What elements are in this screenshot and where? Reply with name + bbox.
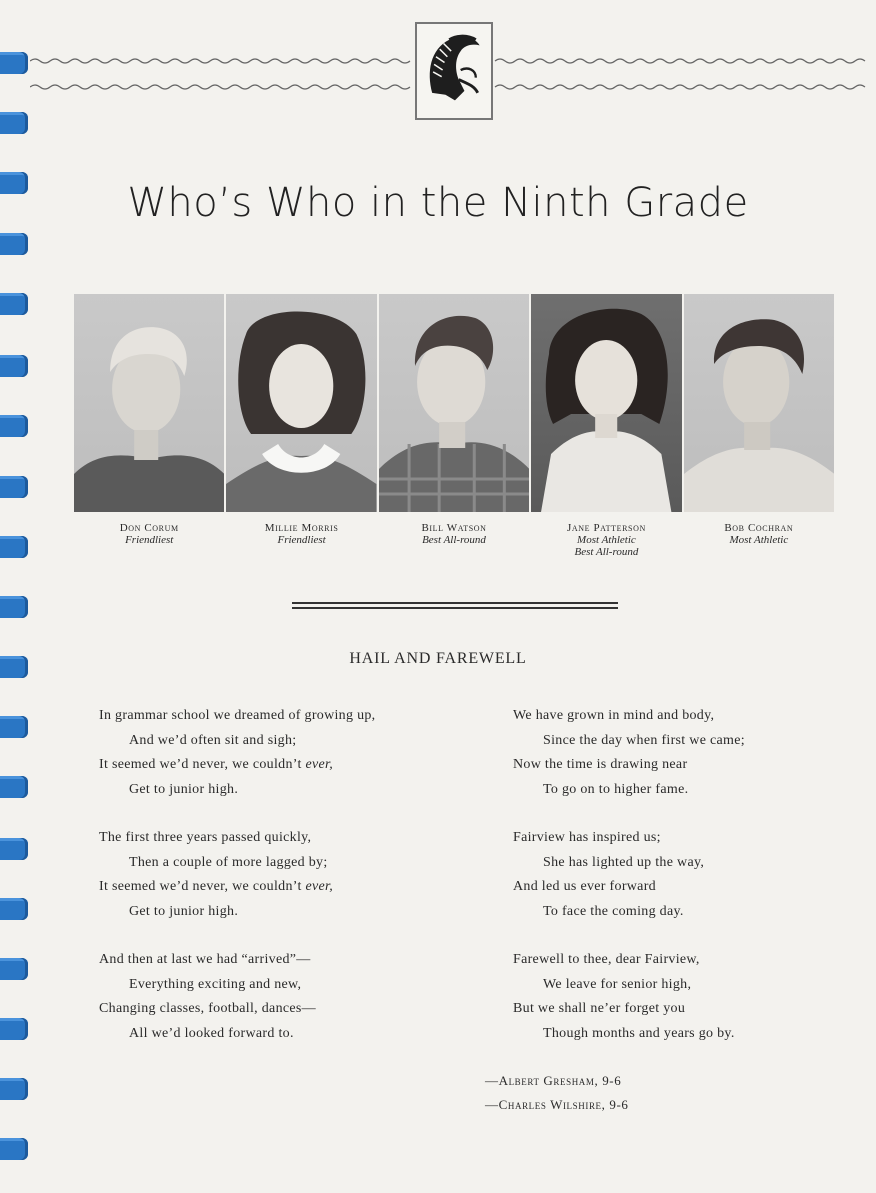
student-caption: [74, 522, 224, 558]
student-caption: [379, 522, 529, 558]
binding-coil: [0, 898, 28, 920]
binding-coil: [0, 1018, 28, 1040]
student-name: Bill Watson: [421, 522, 487, 534]
poem-stanza: [99, 704, 376, 802]
binding-coil: [0, 536, 28, 558]
section-divider: [292, 607, 618, 609]
portrait-photo: [226, 294, 376, 512]
poem-line-emphasis: ever,: [305, 757, 334, 772]
student-caption: [531, 522, 681, 558]
portrait-photo: [74, 294, 224, 512]
poem-line: We have grown in mind and body,: [513, 708, 715, 723]
binding-coil: [0, 1078, 28, 1100]
binding-coil: [0, 293, 28, 315]
poem-line: Then a couple of more lagged by;: [129, 854, 328, 870]
poem-title: HAIL AND FAREWELL: [349, 650, 527, 667]
student-caption: [684, 522, 834, 558]
student-caption: [226, 522, 376, 558]
poem-line: We leave for senior high,: [543, 976, 692, 992]
poem-stanza: [99, 948, 316, 1046]
student-award: Friendliest: [125, 534, 174, 546]
poem-line-text: It seemed we’d never, we couldn’t: [99, 757, 306, 772]
poem-line: Though months and years go by.: [543, 1025, 735, 1041]
student-name: Bob Cochran: [724, 522, 794, 534]
poem-line: In grammar school we dreamed of growing up,: [99, 708, 376, 723]
binding-coil: [0, 596, 28, 618]
poem-line: She has lighted up the way,: [543, 854, 705, 870]
student-name: Millie Morris: [264, 522, 339, 534]
binding-coil: [0, 716, 28, 738]
page-title: Who’s Who in the Ninth Grade: [127, 180, 749, 226]
poem-line-emphasis: ever,: [305, 879, 334, 894]
poem-line: To face the coming day.: [543, 903, 684, 919]
poem-line: The first three years passed quickly,: [99, 830, 312, 845]
poem-line: Get to junior high.: [129, 903, 239, 919]
poem-line: Get to junior high.: [129, 781, 239, 797]
student-award: Best All-round: [422, 534, 486, 546]
binding-coil: [0, 838, 28, 860]
portrait-strip: [74, 294, 834, 512]
poem-line: And we’d often sit and sigh;: [129, 732, 297, 748]
portrait-photo: [531, 294, 681, 512]
poem-line-text: It seemed we’d never, we couldn’t: [99, 879, 306, 894]
portrait-photo: [379, 294, 529, 512]
poem-line: But we shall ne’er forget you: [513, 1001, 686, 1016]
poem-stanza: [513, 826, 704, 924]
student-name: Don Corum: [119, 522, 179, 534]
poem-author: —Albert Gresham, 9-6: [485, 1073, 622, 1088]
student-award: Most Athletic: [729, 534, 789, 546]
binding-coil: [0, 415, 28, 437]
poem-stanza: [513, 704, 745, 802]
poem-line: Everything exciting and new,: [129, 976, 302, 992]
binding-coil: [0, 233, 28, 255]
portrait-photo: [684, 294, 834, 512]
spiral-binding: [0, 0, 40, 1193]
student-name: Jane Patterson: [566, 522, 646, 534]
poem-stanza: [99, 826, 333, 924]
binding-coil: [0, 776, 28, 798]
poem-line: And led us ever forward: [513, 879, 656, 894]
school-emblem: [415, 22, 493, 120]
poem-line: [99, 753, 376, 778]
poem-line: Fairview has inspired us;: [513, 830, 661, 845]
student-award: Friendliest: [277, 534, 326, 546]
poem-line: To go on to higher fame.: [543, 781, 689, 797]
binding-coil: [0, 1138, 28, 1160]
poem-line: [99, 875, 333, 900]
poem-line: Since the day when first we came;: [543, 732, 745, 748]
binding-coil: [0, 52, 28, 74]
poem-line: Changing classes, football, dances—: [99, 1001, 316, 1016]
binding-coil: [0, 112, 28, 134]
section-divider: [292, 602, 618, 604]
poem-line: Now the time is drawing near: [513, 757, 688, 772]
poem-line: All we’d looked forward to.: [129, 1025, 294, 1041]
binding-coil: [0, 476, 28, 498]
poem-author: —Charles Wilshire, 9-6: [485, 1097, 629, 1112]
poem-line: Farewell to thee, dear Fairview,: [513, 952, 700, 967]
student-award: Most Athletic: [577, 534, 636, 546]
portrait-captions: [74, 522, 834, 558]
binding-coil: [0, 355, 28, 377]
student-award: Best All-round: [574, 546, 639, 558]
binding-coil: [0, 958, 28, 980]
poem-stanza: [513, 948, 735, 1046]
poem-line: And then at last we had “arrived”—: [99, 952, 311, 967]
trojan-helmet-icon: [417, 24, 491, 118]
